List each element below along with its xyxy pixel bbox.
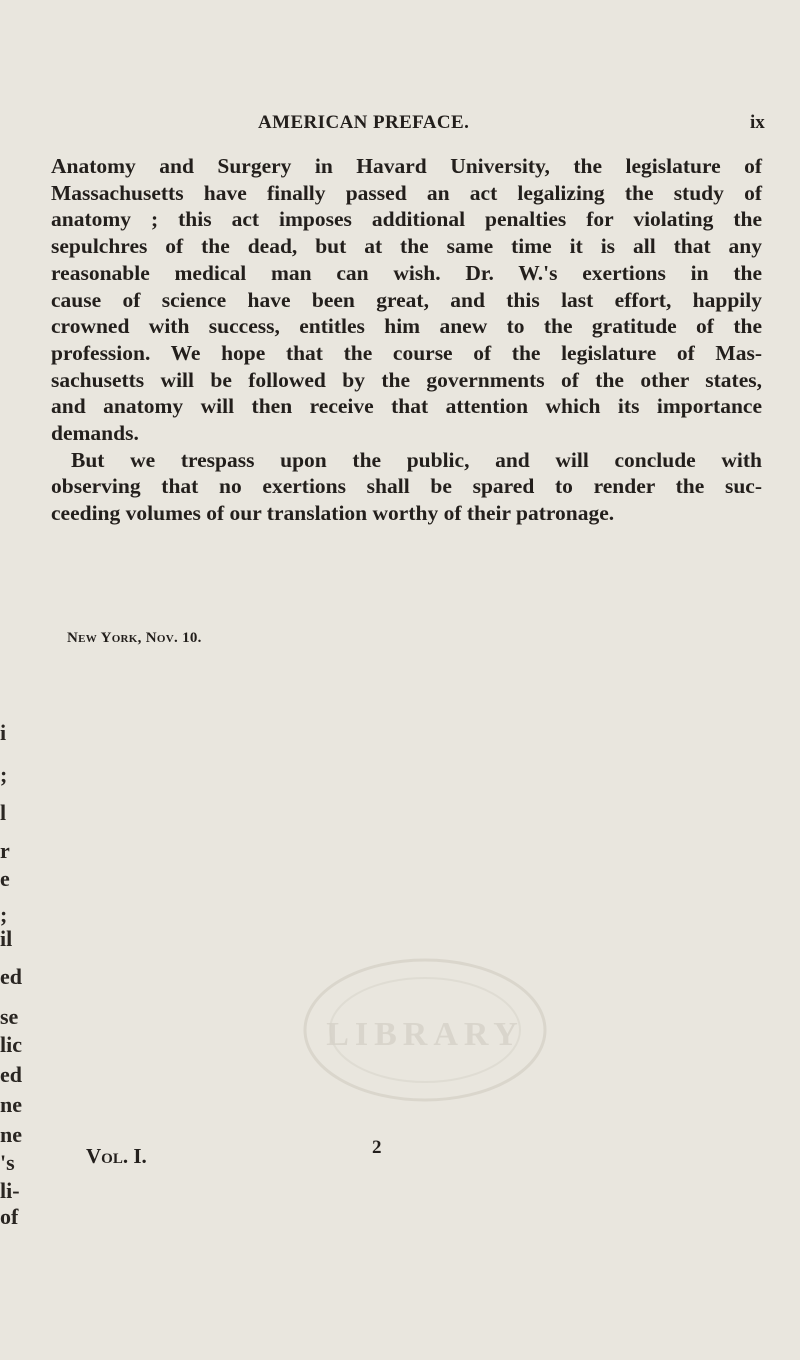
library-stamp-watermark	[285, 935, 565, 1115]
text-line: profession. We hope that the course of the legislature of Mas-	[51, 340, 762, 365]
bleed-fragment: r	[0, 838, 10, 863]
running-header	[0, 112, 800, 142]
bleed-fragment: l	[0, 800, 7, 825]
bleed-fragment: e	[0, 866, 10, 891]
bleed-fragment: 's	[0, 1150, 15, 1175]
bleed-fragment: ne	[0, 1092, 22, 1117]
bleed-fragment: se	[0, 1004, 19, 1029]
bleed-fragment: i	[0, 720, 7, 745]
text-line: ceeding volumes of our translation worthy of their patronage.	[51, 501, 615, 526]
bleed-fragment: ;	[0, 762, 8, 787]
bleed-fragment: ed	[0, 964, 22, 989]
text-line: But we trespass upon the public, and will conclude with	[71, 447, 762, 472]
page-number: ix	[750, 112, 765, 133]
text-line: demands.	[51, 421, 139, 446]
stamp-text: LIBRARY	[326, 1016, 524, 1053]
bleed-fragment: ne	[0, 1122, 22, 1147]
bleed-fragment: lic	[0, 1032, 22, 1057]
signature-number: 2	[372, 1137, 382, 1158]
text-line: crowned with success, entitles him anew to the gratitude of the	[51, 314, 762, 339]
text-line: and anatomy will then receive that attention which its importance	[51, 394, 762, 419]
bleed-fragment: of	[0, 1204, 19, 1229]
text-line: sepulchres of the dead, but at the same time it is all that any	[51, 234, 762, 259]
place-and-date: New York, Nov. 10.	[67, 630, 202, 646]
text-line: Anatomy and Surgery in Havard University, the legislature of	[51, 154, 762, 178]
text-line: Massachusetts have finally passed an act legalizing the study of	[51, 180, 762, 205]
bleed-fragment: ;	[0, 902, 8, 927]
text-line: sachusetts will be followed by the governments of the other states,	[51, 367, 762, 392]
bleed-fragment: ed	[0, 1062, 22, 1087]
text-line: reasonable medical man can wish. Dr. W.'s exertions in the	[51, 260, 762, 285]
text-line: anatomy ; this act imposes additional penalties for violating the	[51, 207, 762, 232]
running-title: AMERICAN PREFACE.	[258, 112, 470, 133]
bleed-fragment: il	[0, 926, 13, 951]
bleed-fragment: li-	[0, 1178, 20, 1203]
paragraph-1	[51, 153, 762, 447]
text-line: cause of science have been great, and this last effort, happily	[51, 287, 762, 312]
preface-text	[51, 153, 762, 527]
volume-signature-mark: Vol. I.	[86, 1144, 147, 1168]
paragraph-2	[51, 447, 762, 527]
text-line: observing that no exertions shall be spared to render the suc-	[51, 474, 762, 499]
